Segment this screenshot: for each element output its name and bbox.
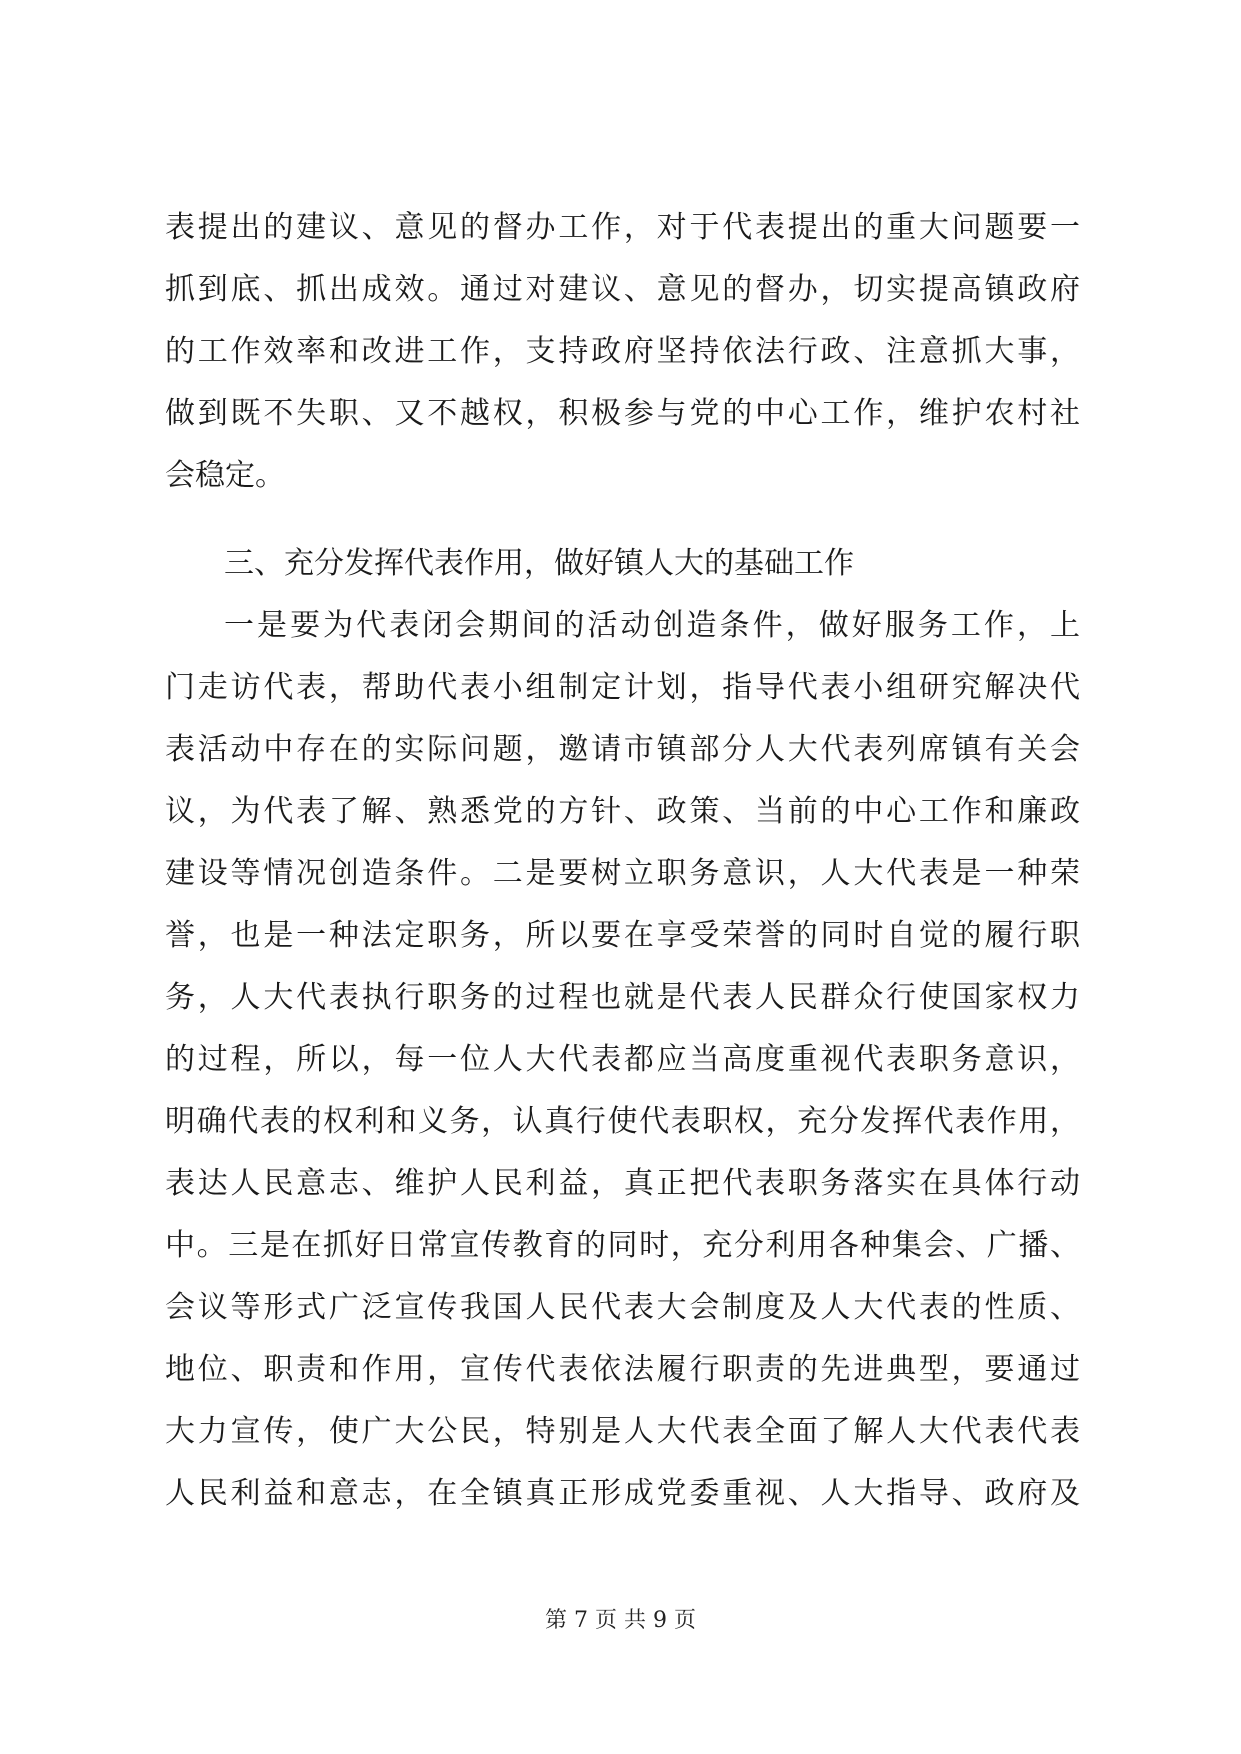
text-line: 表提出的建议、意见的督办工作，对于代表提出的重大问题要一 bbox=[165, 210, 1080, 245]
text-line: 议，为代表了解、熟悉党的方针、政策、当前的中心工作和廉政 bbox=[165, 794, 1080, 829]
text-line: 地位、职责和作用，宣传代表依法履行职责的先进典型，要通过 bbox=[165, 1352, 1080, 1387]
section-heading: 三、充分发挥代表作用，做好镇人大的基础工作 bbox=[224, 546, 854, 581]
text-line: 做到既不失职、又不越权，积极参与党的中心工作，维护农村社 bbox=[165, 396, 1080, 431]
page-number: 第 7 页 共 9 页 bbox=[545, 1608, 696, 1633]
text-line: 中。三是在抓好日常宣传教育的同时，充分利用各种集会、广播、 bbox=[165, 1228, 1080, 1263]
text-line: 的工作效率和改进工作，支持政府坚持依法行政、注意抓大事， bbox=[165, 334, 1080, 369]
text-line: 人民利益和意志，在全镇真正形成党委重视、人大指导、政府及 bbox=[165, 1476, 1080, 1511]
text-line: 会稳定。 bbox=[165, 458, 285, 493]
text-line: 大力宣传，使广大公民，特别是人大代表全面了解人大代表代表 bbox=[165, 1414, 1080, 1449]
text-line: 表达人民意志、维护人民利益，真正把代表职务落实在具体行动 bbox=[165, 1166, 1080, 1201]
text-line: 的过程，所以，每一位人大代表都应当高度重视代表职务意识， bbox=[165, 1042, 1080, 1077]
text-line: 抓到底、抓出成效。通过对建议、意见的督办，切实提高镇政府 bbox=[165, 272, 1080, 307]
text-line: 表活动中存在的实际问题，邀请市镇部分人大代表列席镇有关会 bbox=[165, 732, 1080, 767]
text-line: 誉，也是一种法定职务，所以要在享受荣誉的同时自觉的履行职 bbox=[165, 918, 1080, 953]
text-line: 一是要为代表闭会期间的活动创造条件，做好服务工作，上 bbox=[224, 608, 1080, 643]
text-line: 务，人大代表执行职务的过程也就是代表人民群众行使国家权力 bbox=[165, 980, 1080, 1015]
text-line: 会议等形式广泛宣传我国人民代表大会制度及人大代表的性质、 bbox=[165, 1290, 1080, 1325]
text-line: 建设等情况创造条件。二是要树立职务意识，人大代表是一种荣 bbox=[165, 856, 1080, 891]
text-line: 门走访代表，帮助代表小组制定计划，指导代表小组研究解决代 bbox=[165, 670, 1080, 705]
text-line: 明确代表的权利和义务，认真行使代表职权，充分发挥代表作用， bbox=[165, 1104, 1080, 1139]
